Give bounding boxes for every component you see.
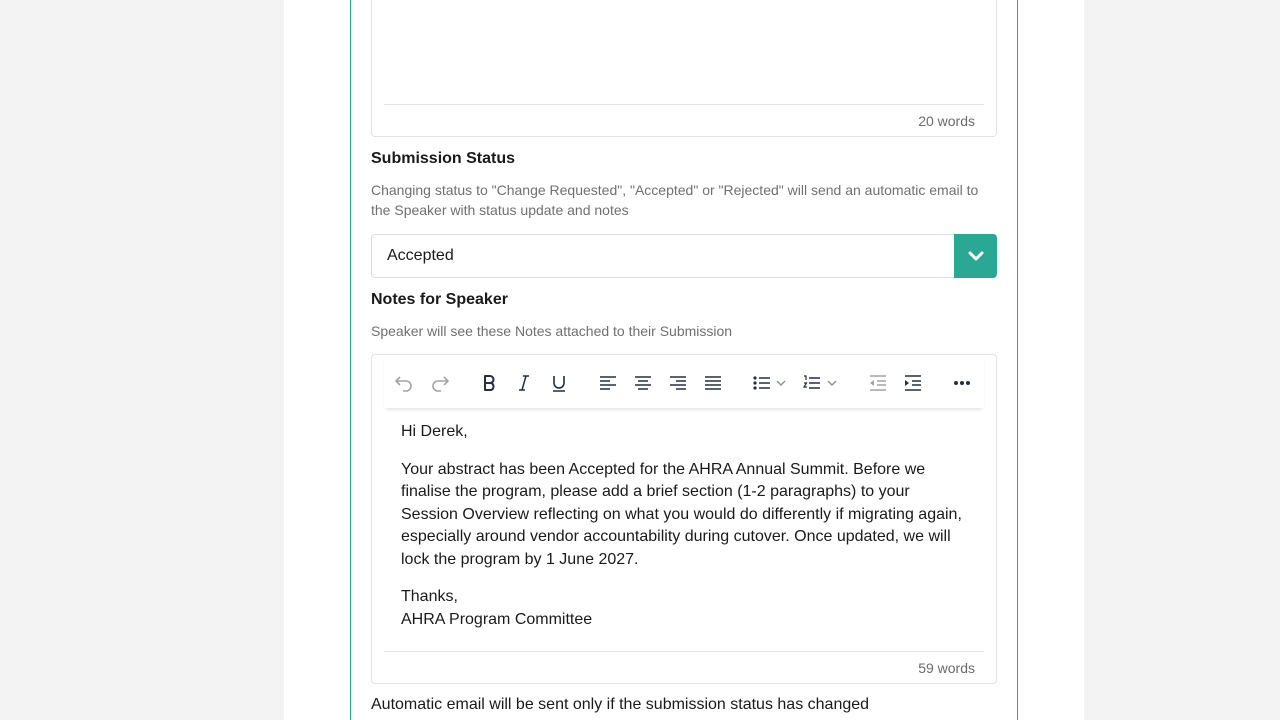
body-paragraph: Your abstract has been Accepted for the AHRA Annual Summit. Before we finalise the program, please add a brief section (1-2 paragraphs) to your Session Overview reflecting on what you would do differently if migrating again, especially around vendor accountability during cutover. Once updated, we will lock the program by 1 June 2027. — [401, 460, 962, 568]
outdent-icon[interactable] — [866, 371, 890, 395]
word-count-bar — [384, 104, 984, 136]
underline-icon[interactable] — [547, 371, 571, 395]
italic-icon[interactable] — [512, 371, 536, 395]
chevron-down-icon — [968, 250, 984, 262]
bold-icon[interactable] — [477, 371, 501, 395]
dropdown-toggle-button[interactable] — [954, 234, 997, 278]
submission-status-help: Changing status to "Change Requested", "Accepted" or "Rejected" will send an automatic email to the Speaker with status update and notes — [371, 182, 979, 218]
word-count: 20 words — [918, 112, 975, 129]
signature: AHRA Program Committee — [401, 610, 593, 628]
bullet-list-chevron-icon[interactable] — [774, 371, 788, 395]
bullet-list-icon[interactable] — [750, 371, 774, 395]
submission-panel — [350, 0, 1018, 720]
notes-label: Notes for Speaker — [371, 291, 508, 308]
numbered-list-chevron-icon[interactable] — [825, 371, 839, 395]
submission-status-label: Submission Status — [371, 150, 516, 167]
signoff: Thanks, — [401, 588, 458, 605]
notes-editor[interactable] — [371, 354, 997, 684]
editor-toolbar — [384, 355, 984, 408]
align-right-icon[interactable] — [666, 371, 690, 395]
page — [284, 0, 1084, 720]
align-left-icon[interactable] — [596, 371, 620, 395]
notes-word-count-bar — [384, 651, 984, 683]
align-justify-icon[interactable] — [701, 371, 725, 395]
editor-content[interactable] — [401, 421, 971, 631]
abstract-editor[interactable] — [371, 0, 997, 137]
submission-status-select[interactable] — [371, 234, 997, 278]
selected-status: Accepted — [387, 247, 454, 264]
redo-icon[interactable] — [428, 371, 452, 395]
undo-icon[interactable] — [392, 371, 416, 395]
numbered-list-icon[interactable] — [800, 371, 824, 395]
indent-icon[interactable] — [901, 371, 925, 395]
greeting: Hi Derek, — [401, 423, 468, 440]
email-footnote: Automatic email will be sent only if the submission status has changed — [371, 696, 870, 713]
notes-word-count: 59 words — [918, 659, 975, 676]
notes-help: Speaker will see these Notes attached to their Submission — [371, 323, 733, 339]
more-icon[interactable] — [950, 371, 974, 395]
align-center-icon[interactable] — [631, 371, 655, 395]
